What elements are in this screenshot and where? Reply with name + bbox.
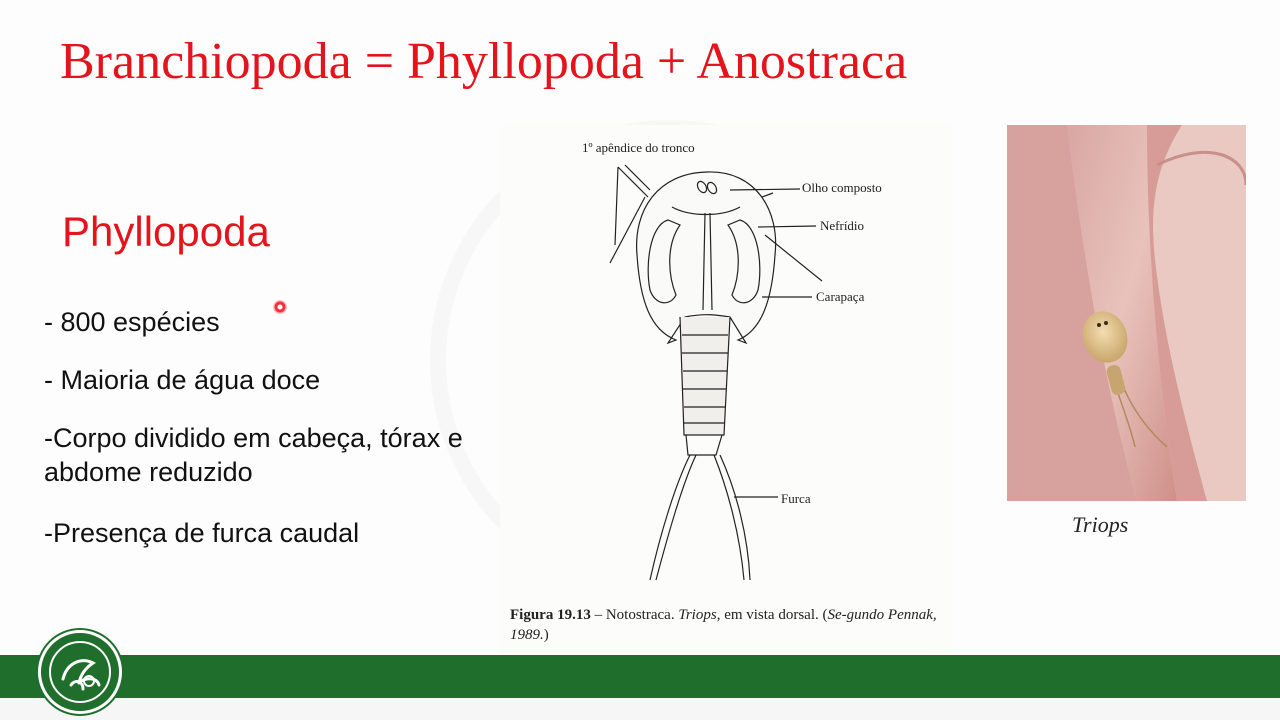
caption-italic: Triops xyxy=(678,607,717,623)
caption-prefix: – Notostraca. xyxy=(590,607,679,623)
footer-bar xyxy=(0,655,1280,698)
figure-caption xyxy=(510,605,942,645)
hand-photo-illustration xyxy=(1007,125,1246,501)
bullet-item: - Maioria de água doce xyxy=(44,365,321,395)
caption-middle: , em vista dorsal. ( xyxy=(716,607,828,623)
slide-title: Branchiopoda = Phyllopoda + Anostraca xyxy=(60,33,908,90)
laser-pointer xyxy=(273,300,287,314)
label-furca: Furca xyxy=(781,491,811,506)
label-appendix: 1º apêndice do tronco xyxy=(582,140,695,155)
label-nephridium: Nefrídio xyxy=(820,218,865,233)
bullet-item: - 800 espécies xyxy=(44,307,220,337)
slide-subtitle: Phyllopoda xyxy=(62,208,270,255)
triops-photo xyxy=(1007,125,1246,501)
caption-italic-source: Se-gundo Pennak, 1989. xyxy=(510,607,937,643)
institution-logo-icon xyxy=(38,630,122,714)
label-compound-eye: Olho composto xyxy=(802,180,882,195)
bullet-item: -Presença de furca caudal xyxy=(44,518,360,548)
label-carapace: Carapaça xyxy=(816,289,865,304)
caption-end: ) xyxy=(543,627,549,643)
photo-caption: Triops xyxy=(1072,512,1129,537)
triops-drawing xyxy=(500,125,952,595)
bullet-item: -Corpo dividido em cabeça, tórax e abdome reduzido xyxy=(44,423,463,487)
caption-number: Figura 19.13 xyxy=(510,607,591,623)
footer-strip xyxy=(0,698,1280,720)
triops-diagram-figure xyxy=(500,125,952,665)
